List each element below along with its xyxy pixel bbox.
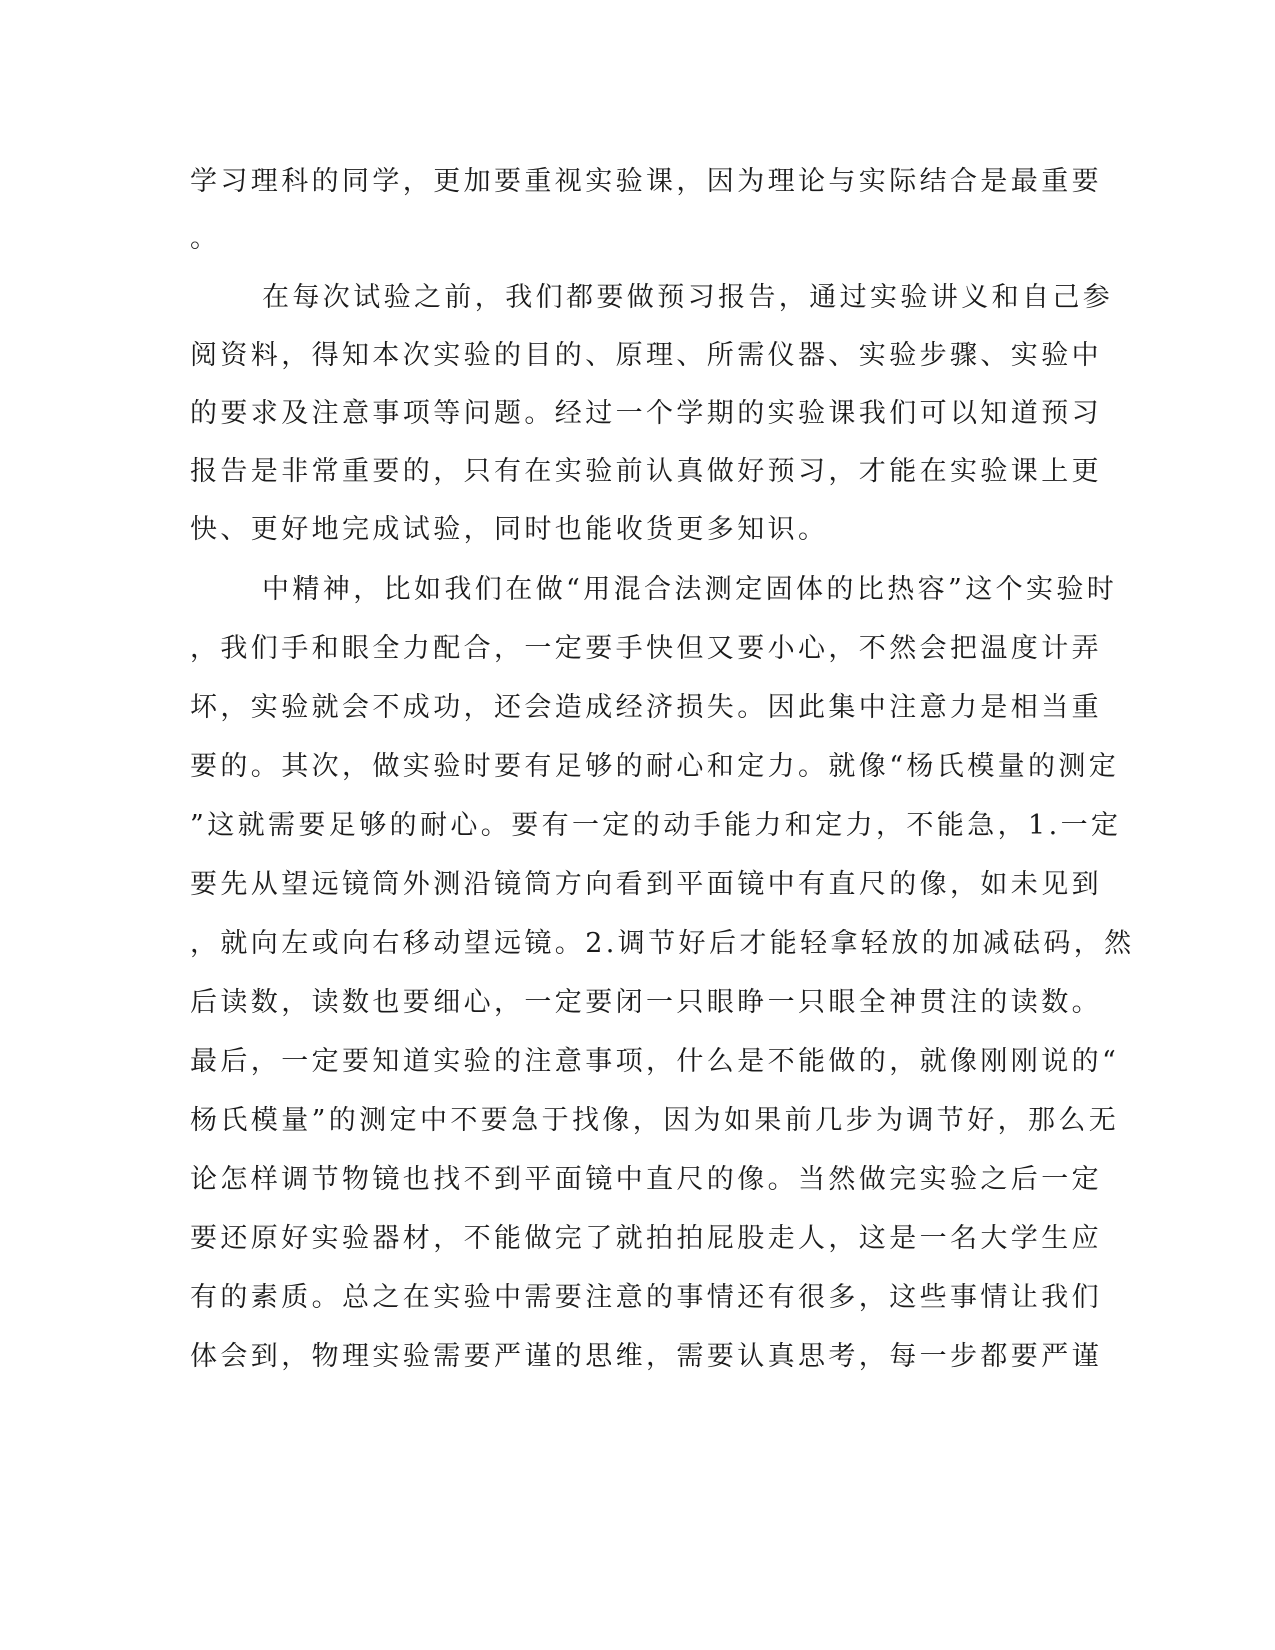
text-line: 报告是非常重要的，只有在实验前认真做好预习，才能在实验课上更 [190, 456, 1102, 487]
text-line: 要的。其次，做实验时要有足够的耐心和定力。就像“杨氏模量的测定 [190, 751, 1120, 782]
text-line: 最后，一定要知道实验的注意事项，什么是不能做的，就像刚刚说的“ [190, 1046, 1120, 1077]
text-line: ，就向左或向右移动望远镜。2.调节好后才能轻拿轻放的加减砝码，然 [190, 928, 1135, 959]
text-line: 体会到，物理实验需要严谨的思维，需要认真思考，每一步都要严谨 [190, 1341, 1102, 1372]
text-line: 。 [190, 223, 221, 254]
text-line: 阅资料，得知本次实验的目的、原理、所需仪器、实验步骤、实验中 [190, 340, 1102, 371]
paragraph-first-line: 中精神，比如我们在做“用混合法测定固体的比热容”这个实验时 [262, 574, 1118, 605]
text-line: 学习理科的同学，更加要重视实验课，因为理论与实际结合是最重要 [190, 166, 1102, 197]
text-line: 快、更好地完成试验，同时也能收货更多知识。 [190, 514, 829, 545]
text-line: 要还原好实验器材，不能做完了就拍拍屁股走人，这是一名大学生应 [190, 1223, 1102, 1254]
text-line: 杨氏模量”的测定中不要急于找像，因为如果前几步为调节好，那么无 [190, 1105, 1120, 1136]
text-line: 后读数，读数也要细心，一定要闭一只眼睁一只眼全神贯注的读数。 [190, 987, 1102, 1018]
text-line: 坏，实验就会不成功，还会造成经济损失。因此集中注意力是相当重 [190, 692, 1102, 723]
text-line: ，我们手和眼全力配合，一定要手快但又要小心，不然会把温度计弄 [190, 633, 1102, 664]
text-line: 有的素质。总之在实验中需要注意的事情还有很多，这些事情让我们 [190, 1282, 1102, 1313]
text-line: 要先从望远镜筒外测沿镜筒方向看到平面镜中有直尺的像，如未见到 [190, 869, 1102, 900]
paragraph-first-line: 在每次试验之前，我们都要做预习报告，通过实验讲义和自己参 [262, 282, 1114, 313]
text-line: 的要求及注意事项等问题。经过一个学期的实验课我们可以知道预习 [190, 398, 1102, 429]
text-line: ”这就需要足够的耐心。要有一定的动手能力和定力，不能急，1.一定 [190, 810, 1122, 841]
text-line: 论怎样调节物镜也找不到平面镜中直尺的像。当然做完实验之后一定 [190, 1164, 1102, 1195]
